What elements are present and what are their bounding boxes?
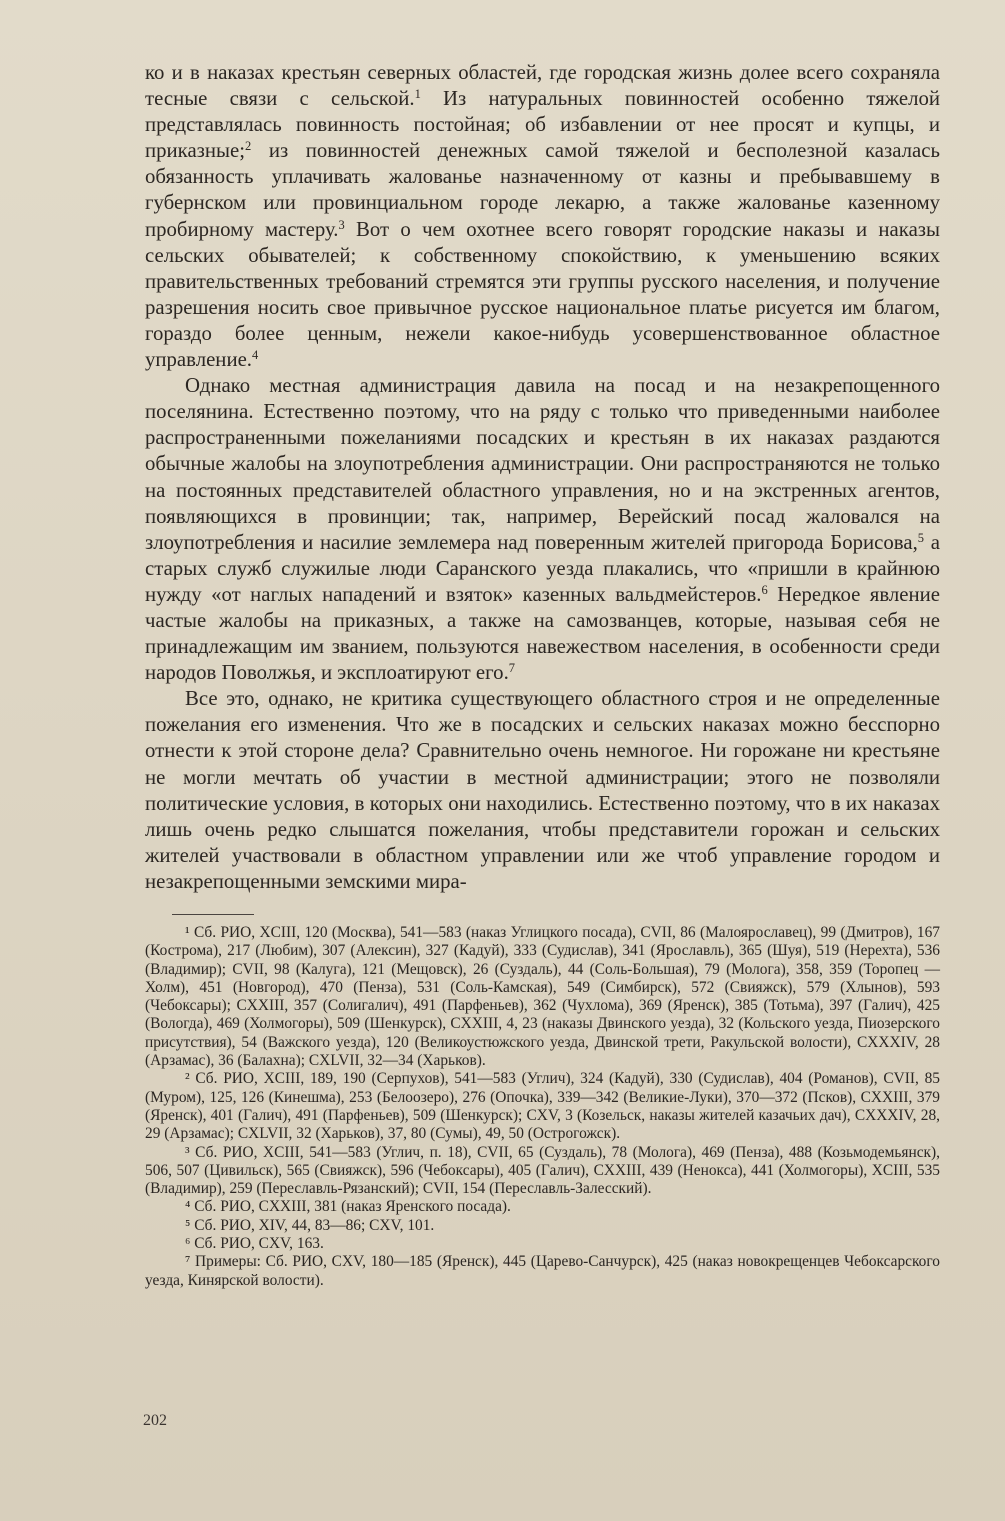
text-run: из повинностей денежных самой тяжелой и бесполезной казалась обязанность уплачивать жалованье назначенному от казны и пребывавшему в губернском или провинциальном городе лекарю, а также жалованье казенному пробирному мастеру. xyxy=(145,139,940,241)
footnote-ref: 2 xyxy=(245,139,252,154)
text-run: Вот о чем охотнее всего говорят городские наказы и наказы сельских обывателей; к собственному спокойствию, к уменьшению всяких правительственных требований стремятся эти группы русского населения, и получение разрешения носить свое привычное русское национальное платье рисуется им благом, гораздо более ценным, нежели какое-нибудь усовершенствованное областное управление. xyxy=(145,217,940,372)
footnote-divider xyxy=(172,914,254,915)
text-run: ко и в наказах крестьян северных областей, где городская жизнь долее всего сохраняла тесные связи с сельской. xyxy=(145,61,940,111)
footnote: ⁶ Сб. РИО, CXV, 163. xyxy=(185,1235,324,1253)
footnote-ref: 5 xyxy=(917,530,924,545)
footnote: ⁵ Сб. РИО, XIV, 44, 83—86; CXV, 101. xyxy=(185,1216,435,1234)
footnote-ref: 7 xyxy=(508,661,516,676)
text-run: Однако местная администрация давила на посад и на незакрепощенного поселянина. Естественно поэтому, что на ряду с только что приведенными наиболее распространенными пожеланиями посадских и крестьян в их наказах раздаются обычные жалобы на злоупотребления администрации. Они распространяются не только на постоянных представителей областного управления, но и на экстренных агентов, появляющихся в провинции; так, например, Верейский посад жаловался на злоупотребления и насилие землемера над поверенным жителей пригорода Борисова, xyxy=(145,374,940,554)
footnote: ¹ Сб. РИО, XCIII, 120 (Москва), 541—583 (наказ Углицкого посада), CVII, 86 (Малоярославец), 99 (Дмитров), 167 (Кострома), 217 (Любим), 307 (Алексин), 327 (Кадуй), 333 (Судислав), 341 (Ярославль), 365 (Шуя), 519 (Нерехта), 536 (Владимир); CVII, 98 (Калуга), 121 (Мещовск), 26 (Суздаль), 44 (Соль-Большая), 79 (Молога), 358, 359 (Торопец — Холм), 451 (Новгород), 470 (Пенза), 531 (Соль-Камская), 549 (Симбирск), 572 (Свияжск), 579 (Хлынов), 593 (Чебоксары); CXXIII, 357 (Солигалич), 491 (Парфеньев), 362 (Чухлома), 369 (Яренск), 385 (Тотьма), 397 (Галич), 425 (Вологда), 469 (Холмогоры), 509 (Шенкурск), CXXIII, 4, 23 (наказы Двинского уезда), 32 (Кольского уезда, Пиозерского присутствия), 54 (Важского уезда), 120 (Великоустюжского уезда, Двинской трети, Ракульской волости), CXXXIV, 28 (Арзамас), 36 (Балахна); CXLVII, 32—34 (Харьков). xyxy=(145,924,940,1070)
footnote-ref: 6 xyxy=(761,583,768,598)
footnote-ref: 1 xyxy=(414,87,421,102)
footnotes xyxy=(145,924,940,1290)
text-run: а старых служб служилые люди Саранского уезда плакались, что «пришли в крайнюю нужду «от наглых нападений и взяток» казенных вальдмейстеров. xyxy=(145,530,940,606)
text-run: Из натуральных повинностей особенно тяжелой представлялась повинность постойная; об избавлении от нее просят и купцы, и приказные; xyxy=(145,87,941,163)
footnote: ³ Сб. РИО, XCIII, 541—583 (Углич, п. 18), CVII, 65 (Суздаль), 78 (Молога), 469 (Пенза), 488 (Козьмодемьянск), 506, 507 (Цивильск), 565 (Свияжск), 596 (Чебоксары), 405 (Галич), CXXIII, 439 (Ненокса), 441 (Холмогоры), XCIII, 535 (Владимир), 259 (Переславль-Рязанский); CVII, 154 (Переславль-Залесский). xyxy=(145,1143,940,1198)
paragraph xyxy=(145,373,940,686)
footnote-ref: 3 xyxy=(338,217,345,232)
main-text xyxy=(145,60,940,895)
text-run: Нередкое явление частые жалобы на приказных, а также на самозванцев, которые, называя себя не принадлежащим им званием, пользуются навежеством населения, в особенности среди народов Поволжья, и эксплоатируют его. xyxy=(145,582,940,685)
footnote: ² Сб. РИО, XCIII, 189, 190 (Серпухов), 541—583 (Углич), 324 (Кадуй), 330 (Судислав), 404 (Романов), CVII, 85 (Муром), 125, 126 (Кинешма), 253 (Белоозеро), 276 (Опочка), 339—342 (Великие-Луки), 370—372 (Псков), CXXIII, 379 (Яренск), 401 (Галич), 491 (Парфеньев), 509 (Шенкурск); CXV, 3 (Козельск, наказы жителей казачьих дач), CXXXIV, 28, 29 (Арзамас); CXLVII, 32 (Харьков), 37, 80 (Сумы), 49, 50 (Острогожск). xyxy=(145,1070,940,1143)
footnote: ⁴ Сб. РИО, CXXIII, 381 (наказ Яренского посада). xyxy=(185,1198,511,1216)
footnote: ⁷ Примеры: Сб. РИО, CXV, 180—185 (Яренск), 445 (Царево-Санчурск), 425 (наказ новокрещенцев Чебоксарского уезда, Кинярской волости). xyxy=(145,1253,940,1289)
paragraph xyxy=(145,60,940,373)
paragraph xyxy=(145,686,940,895)
footnote-ref: 4 xyxy=(252,348,259,363)
page-number: 202 xyxy=(143,1412,167,1429)
text-run: Все это, однако, не критика существующего областного строя и не определенные пожелания его изменения. Что же в посадских и сельских наказах можно бесспорно отнести к этой стороне дела? Сравнительно очень немногое. Ни горожане ни крестьяне не могли мечтать об участии в местной администрации; этого не позволяли политические условия, в которых они находились. Естественно поэтому, что в их наказах лишь очень редко слышатся пожелания, чтобы представители горожан и сельских жителей участвовали в областном управлении или же чтоб управление городом и незакрепощенными земскими мира- xyxy=(145,687,940,893)
